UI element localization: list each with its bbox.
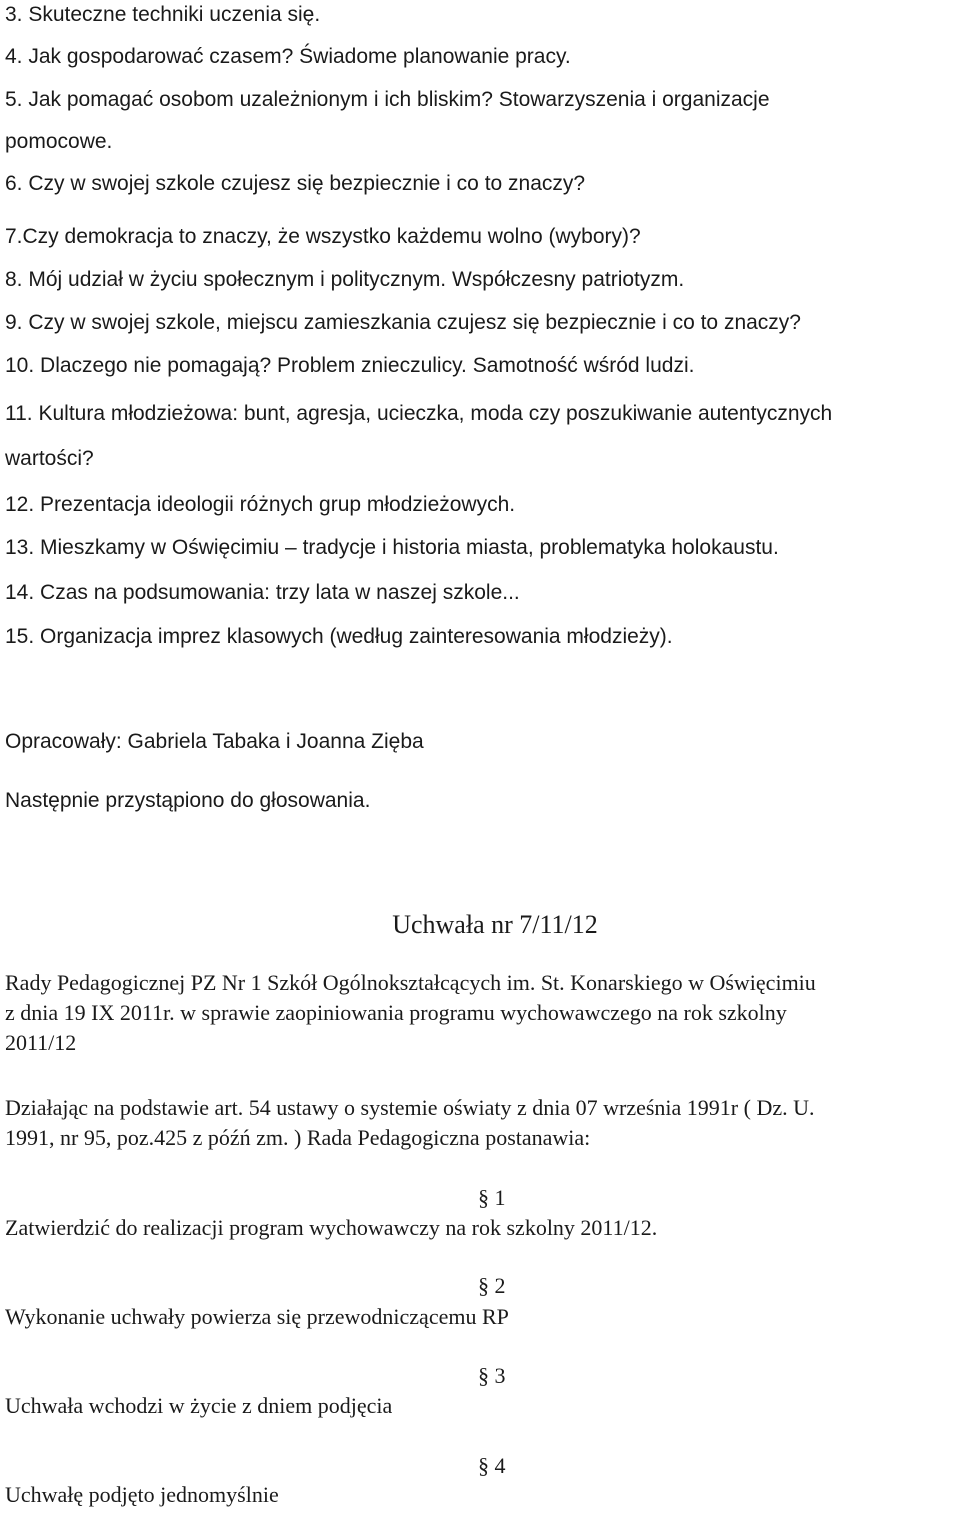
- resolution-header-line: z dnia 19 IX 2011r. w sprawie zaopiniowania programu wychowawczego na rok szkolny: [5, 1000, 787, 1025]
- section-mark: § 3: [478, 1363, 506, 1388]
- section-text: Wykonanie uchwały powierza się przewodniczącemu RP: [5, 1304, 509, 1329]
- list-item: 7.Czy demokracja to znaczy, że wszystko każdemu wolno (wybory)?: [5, 225, 641, 248]
- section-text: Uchwała wchodzi w życie z dniem podjęcia: [5, 1393, 393, 1418]
- list-item: pomocowe.: [5, 130, 113, 153]
- list-item: 13. Mieszkamy w Oświęcimiu – tradycje i historia miasta, problematyka holokaustu.: [5, 536, 779, 559]
- list-item: 9. Czy w swojej szkole, miejscu zamieszkania czujesz się bezpiecznie i co to znaczy?: [5, 311, 801, 334]
- resolution-basis-line: 1991, nr 95, poz.425 z późń zm. ) Rada Pedagogiczna postanawia:: [5, 1125, 591, 1150]
- list-item: 5. Jak pomagać osobom uzależnionym i ich bliskim? Stowarzyszenia i organizacje: [5, 88, 770, 111]
- section-mark: § 4: [478, 1453, 506, 1478]
- list-item: 11. Kultura młodzieżowa: bunt, agresja, ucieczka, moda czy poszukiwanie autentycznych: [5, 402, 833, 425]
- authors-line: Opracowały: Gabriela Tabaka i Joanna Zięba: [5, 730, 424, 753]
- section-mark: § 1: [478, 1185, 506, 1210]
- voting-note: Następnie przystąpiono do głosowania.: [5, 789, 371, 812]
- list-item: 14. Czas na podsumowania: trzy lata w naszej szkole...: [5, 581, 520, 604]
- resolution-header-line: 2011/12: [5, 1030, 77, 1055]
- list-item: wartości?: [5, 447, 94, 470]
- list-item: 10. Dlaczego nie pomagają? Problem znieczulicy. Samotność wśród ludzi.: [5, 354, 695, 377]
- section-text: Uchwałę podjęto jednomyślnie: [5, 1482, 279, 1507]
- section-text: Zatwierdzić do realizacji program wychowawczy na rok szkolny 2011/12.: [5, 1215, 658, 1240]
- resolution-title: Uchwała nr 7/11/12: [392, 910, 598, 939]
- resolution-header-line: Rady Pedagogicznej PZ Nr 1 Szkół Ogólnokształcących im. St. Konarskiego w Oświęcimiu: [5, 970, 816, 995]
- list-item: 12. Prezentacja ideologii różnych grup młodzieżowych.: [5, 493, 516, 516]
- list-item: 3. Skuteczne techniki uczenia się.: [5, 3, 321, 26]
- list-item: 8. Mój udział w życiu społecznym i politycznym. Współczesny patriotyzm.: [5, 268, 685, 291]
- section-mark: § 2: [478, 1273, 506, 1298]
- list-item: 15. Organizacja imprez klasowych (według zainteresowania młodzieży).: [5, 625, 673, 648]
- list-item: 4. Jak gospodarować czasem? Świadome planowanie pracy.: [5, 45, 571, 68]
- list-item: 6. Czy w swojej szkole czujesz się bezpiecznie i co to znaczy?: [5, 172, 586, 195]
- resolution-basis-line: Działając na podstawie art. 54 ustawy o systemie oświaty z dnia 07 września 1991r ( Dz. U.: [5, 1095, 815, 1120]
